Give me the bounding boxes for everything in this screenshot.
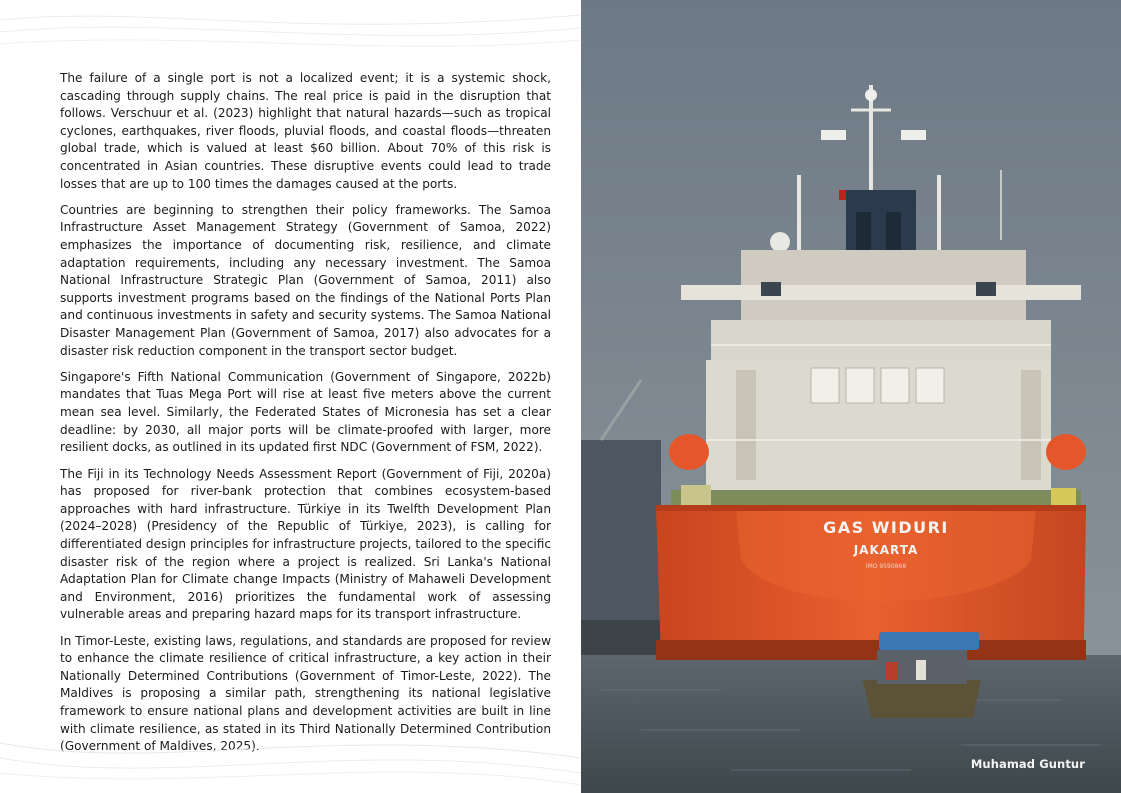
body-text	[60, 70, 551, 764]
port-of-registry-text: JAKARTA	[853, 543, 919, 557]
decorative-swirl-top	[0, 0, 581, 60]
paragraph: Countries are beginning to strengthen their policy frameworks. The Samoa Infrastructure Asset Management Strategy (Government of Samoa, 2022) emphasizes the importance of documenting risk, resilience, and climate adaptation requirements, including any necessary investment. The Samoa National Infrastructure Strategic Plan (Government of Samoa, 2011) also supports investment programs based on the findings of the National Ports Plan and continuous investments in safety and security systems. The Samoa National Disaster Management Plan (Government of Samoa, 2017) also advocates for a disaster risk reduction component in the transport sector budget.	[60, 202, 551, 358]
paragraph: Singapore's Fifth National Communication (Government of Singapore, 2022b) mandates that Tuas Mega Port will rise at least five meters above the current mean sea level. Similarly, the Federated States of Micronesia has set a clear deadline: by 2030, all major ports will be climate-proofed with larger, more resilient docks, as outlined in its updated first NDC (Government of FSM, 2022).	[60, 369, 551, 455]
ship-name-text: GAS WIDURI	[823, 518, 949, 537]
photo-credit: Muhamad Guntur	[970, 757, 1085, 771]
tanker-ship-illustration	[581, 0, 1121, 793]
imo-number-text: IMO 9590868	[865, 563, 907, 570]
paragraph: The Fiji in its Technology Needs Assessment Report (Government of Fiji, 2020a) has proposed for river-bank protection that combines ecosystem-based approaches with hard infrastructure. Türkiye in its Twelfth Development Plan (2024–2028) (Presidency of the Republic of Türkiye, 2023), is calling for differentiated design principles for infrastructure projects, tailored to the specific disaster risk of the region where a project is realized. Sri Lanka's National Adaptation Plan for Climate change Impacts (Ministry of Mahaweli Development and Environment, 2016) prioritizes the fundamental work of assessing vulnerable areas and preparing hazard maps for its transport infrastructure.	[60, 466, 551, 622]
paragraph: In Timor-Leste, existing laws, regulations, and standards are proposed for review to enhance the climate resilience of critical infrastructure, a key action in their Nationally Determined Contributions (Government of Timor-Leste, 2022). The Maldives is proposing a similar path, strengthening its national legislative framework to ensure national plans and development activities are built in line with climate resilience, as stated in its Third Nationally Determined Contribution (Government of Maldives, 2025).	[60, 633, 551, 754]
ship-photo	[581, 0, 1121, 793]
paragraph: The failure of a single port is not a localized event; it is a systemic shock, cascading through supply chains. The real price is paid in the disruption that follows. Verschuur et al. (2023) highlight that natural hazards—such as tropical cyclones, earthquakes, river floods, pluvial floods, and coastal floods—threaten global trade, which is valued at least $60 billion. About 70% of this risk is concentrated in Asian countries. These disruptive events could lead to trade losses that are up to 100 times the damages caused at the ports.	[60, 71, 551, 191]
